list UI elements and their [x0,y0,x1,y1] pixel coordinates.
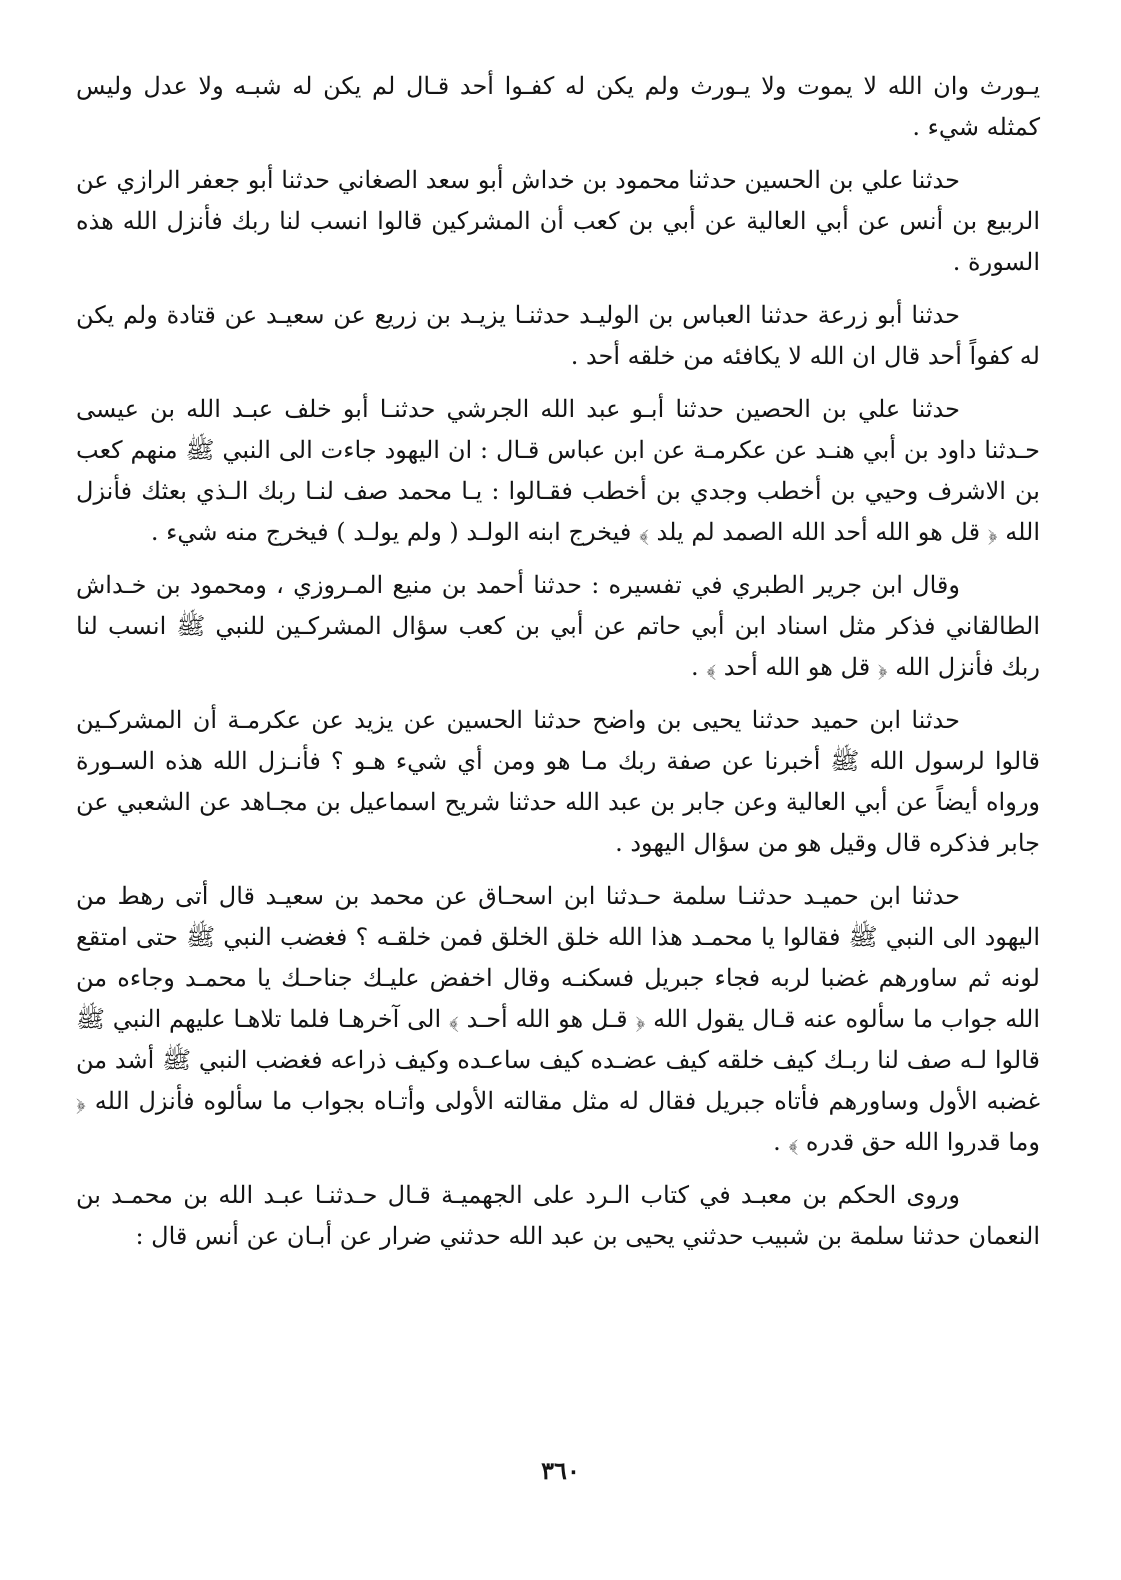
paragraph-hadith-1: حدثنا علي بن الحسين حدثنا محمود بن خداش أبو سعد الصغاني حدثنا أبو جعفر الرازي عن الربيع بن أنس عن أبي العالية عن أبي بن كعب أن المشركين قالوا انسب لنا ربك فأنزل الله هذه السورة . [76,166,1040,276]
paragraph-hakam: وروى الحكم بن معبـد في كتاب الـرد على الجهميـة قـال حـدثنـا عبـد الله بن محمـد بن النعمان حدثنا سلمة بن شبيب حدثني يحيى بن عبد الله حدثني ضرار عن أبـان عن أنس قال : [76,1181,1040,1250]
page-number: ٣٦٠ [541,1456,580,1485]
paragraph-tabari: وقال ابن جرير الطبري في تفسيره : حدثنا أحمد بن منيع المـروزي ، ومحمود بن خـداش الطالقاني فذكر مثل اسناد ابن أبي حاتم عن أبي بن كعب سؤال المشركـين للنبي ﷺ انسب لنا ربك فأنزل الله ﴿ قل هو الله أحد ﴾ . [76,571,1040,681]
page-body [76,66,1040,1269]
paragraph-hadith-2: حدثنا أبو زرعة حدثنا العباس بن الوليـد حدثنـا يزيـد بن زريع عن سعيـد عن قتادة ولم يكن له كفواً أحد قال ان الله لا يكافئه من خلقه أحد . [76,301,1040,370]
paragraph-hadith-4: حدثنا ابن حميد حدثنا يحيى بن واضح حدثنا الحسين عن يزيد عن عكرمـة أن المشركـين قالوا لرسول الله ﷺ أخبرنا عن صفة ربك مـا هو ومن أي شيء هـو ؟ فأنـزل الله هذه السـورة ورواه أيضاً عن أبي العالية وعن جابر بن عبد الله حدثنا شريح اسماعيل بن مجـاهد عن الشعبي عن جابر فذكره قال وقيل هو من سؤال اليهود . [76,706,1040,857]
paragraph-hadith-5: حدثنا ابن حميـد حدثنـا سلمة حـدثنا ابن اسحـاق عن محمد بن سعيـد قال أتى رهط من اليهود الى النبي ﷺ فقالوا يا محمـد هذا الله خلق الخلق فمن خلقـه ؟ فغضب النبي ﷺ حتى امتقع لونه ثم ساورهم غضبا لربه فجاء جبريل فسكنـه وقال اخفض عليـك جناحـك يا محمـد وجاءه من الله جواب ما سألوه عنه قـال يقول الله ﴿ قـل هو الله أحـد ﴾ الى آخرهـا فلما تلاهـا عليهم النبي ﷺ قالوا لـه صف لنا ربـك كيف خلقه كيف عضـده كيف ساعـده وكيف ذراعه فغضب النبي ﷺ أشد من غضبه الأول وساورهم فأتاه جبريل فقال له مثل مقالته الأولى وأتـاه بجواب ما سألوه فأنزل الله ﴿ وما قدروا الله حق قدره ﴾ . [76,882,1041,1156]
paragraph-hadith-3: حدثنا علي بن الحصين حدثنا أبـو عبد الله الجرشي حدثنـا أبو خلف عبـد الله بن عيسى حـدثنا داود بن أبي هنـد عن عكرمـة عن ابن عباس قـال : ان اليهود جاءت الى النبي ﷺ منهم كعب بن الاشرف وحيي بن أخطب وجدي بن أخطب فقـالوا : يـا محمد صف لنـا ربك الـذي بعثك فأنزل الله ﴿ قل هو الله أحد الله الصمد لم يلد ﴾ فيخرج ابنه الولـد ( ولم يولـد ) فيخرج منه شيء . [76,395,1041,546]
paragraph-continuation: يـورث وان الله لا يموت ولا يـورث ولم يكن له كفـوا أحد قـال لم يكن له شبـه ولا عدل وليس كمثله شيء . [76,72,1040,141]
